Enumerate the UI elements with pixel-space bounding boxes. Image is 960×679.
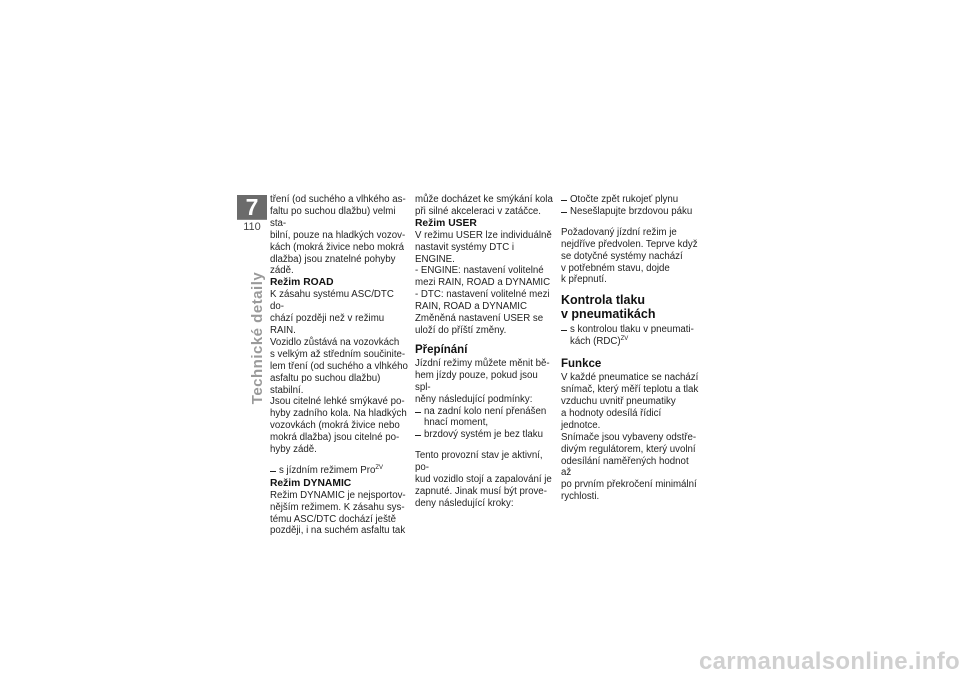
text-column-3 [561, 194, 701, 503]
text-line: a hodnoty odesílá řídicí jednotce. [561, 407, 662, 431]
text-column-2 [415, 194, 555, 510]
text-line: K zásahu systému ASC/DTC do- [270, 289, 394, 313]
text-line: asfaltu po suchou dlažbu) stabilní. [270, 372, 381, 396]
chapter-side-title: Technické detaily [249, 271, 266, 405]
text-line: nastavit systémy DTC i ENGINE. [415, 241, 515, 265]
text-line: uloží do příští změny. [415, 324, 507, 336]
watermark-text: carmanualsonline.info [698, 648, 960, 675]
text-line: Změněná nastavení USER se [415, 313, 544, 325]
text-line: kách (mokrá živice nebo mokrá [270, 241, 405, 253]
text-line: vzduchu uvnitř pneumatiky [561, 395, 676, 407]
text-line: RAIN, ROAD a DYNAMIC [415, 301, 527, 313]
text-line: Požadovaný jízdní režim je [561, 226, 677, 238]
bullet-no-torque [415, 406, 555, 418]
text-line: se dotyčné systémy nachází [561, 250, 683, 262]
text-line: Snímače jsou vybaveny odstře- [561, 431, 697, 443]
heading-switching: Přepínání [415, 343, 468, 356]
text-line: s velkým až středním součinite- [270, 348, 406, 360]
text-line: tření (od suchého a vlhkého as- [270, 194, 406, 205]
text-line: rychlosti. [561, 491, 600, 503]
text-line: Režim DYNAMIC je nejsportov- [270, 489, 406, 501]
text-line: V režimu USER lze individuálně [415, 229, 552, 241]
text-line: vozovkách (mokrá živice nebo [270, 420, 400, 432]
bullet-pro-text: s jízdním režimem Pro [279, 464, 376, 476]
heading-dynamic: Režim DYNAMIC [270, 477, 352, 489]
text-line: hyby zadního kola. Na hladkých [270, 408, 407, 420]
text-line: deny následující kroky: [415, 497, 514, 509]
text-line: Jsou citelné lehké smýkavé po- [270, 396, 405, 408]
text-line: mezi RAIN, ROAD a DYNAMIC [415, 277, 551, 289]
bullet-text: Otočte zpět rukojeť plynu [570, 194, 679, 205]
text-line: tému ASC/DTC dochází ještě [270, 513, 396, 525]
bullet-text: na zadní kolo není přenášen [424, 405, 547, 417]
bullet-pro [270, 465, 410, 477]
bullet-continuation [561, 336, 701, 348]
text-line: faltu po suchou dlažbu) velmi sta- [270, 205, 396, 229]
text-line: - ENGINE: nastavení volitelné [415, 265, 544, 277]
text-column-1 [270, 194, 410, 537]
text-line: něny následující podmínky: [415, 393, 533, 405]
text-line: Tento provozní stav je aktivní, po- [415, 450, 543, 474]
option-marker: ZV [375, 464, 384, 471]
text-line: kud vozidlo stojí a zapalování je [415, 474, 552, 486]
bullet-continuation: hnací moment, [424, 417, 489, 429]
text-line: zapnuté. Jinak musí být prove- [415, 485, 547, 497]
text-line: chází později než v režimu RAIN. [270, 313, 385, 336]
bullet-text: Nesešlapujte brzdovou páku [570, 205, 693, 217]
text-line: mokrá dlažba) jsou citelné po- [270, 432, 400, 444]
chapter-tab [237, 195, 267, 235]
text-line: hem jízdy pouze, pokud jsou spl- [415, 369, 538, 393]
bullet-text: s kontrolou tlaku v pneumati- [570, 324, 694, 336]
page-number: 110 [237, 219, 267, 235]
text-line: při silné akceleraci v zatáčce. [415, 205, 541, 217]
text-line: Vozidlo zůstává na vozovkách [270, 336, 400, 348]
text-line: hyby zádě. [270, 444, 317, 456]
text-line: dlažba) jsou znatelné pohyby [270, 253, 396, 265]
text-line: - DTC: nastavení volitelné mezi [415, 289, 550, 301]
heading-user: Režim USER [415, 217, 477, 229]
text-line: bilní, pouze na hladkých vozov- [270, 229, 406, 241]
text-line: V každé pneumatice se nachází [561, 372, 699, 384]
text-line: lem tření (od suchého a vlhkého [270, 360, 408, 372]
text-line: zádě. [270, 265, 294, 277]
bullet-text: kách (RDC) [570, 336, 621, 348]
text-line: nejdříve předvolen. Teprve když [561, 238, 698, 250]
heading-tire-pressure [561, 293, 701, 321]
text-line: odesílání naměřených hodnot až [561, 455, 689, 479]
option-marker: ZV [620, 336, 629, 343]
text-line: k přepnutí. [561, 274, 607, 286]
heading-line: v pneumatikách [561, 307, 656, 322]
text-line: divým regulátorem, který uvolní [561, 443, 696, 455]
heading-line: Kontrola tlaku [561, 293, 646, 308]
bullet-text: brzdový systém je bez tlaku [424, 429, 543, 441]
text-line: může docházet ke smýkání kola [415, 194, 553, 205]
text-line: později, i na suchém asfaltu tak [270, 525, 406, 537]
text-line: nějším režimem. K zásahu sys- [270, 501, 405, 513]
chapter-number: 7 [237, 195, 267, 219]
heading-road: Režim ROAD [270, 277, 334, 289]
bullet-brake-lever [561, 206, 701, 218]
text-line: Jízdní režimy můžete měnit bě- [415, 357, 550, 369]
text-line: po prvním překročení minimální [561, 479, 697, 491]
bullet-no-brake-pressure [415, 429, 555, 441]
bullet-rdc [561, 324, 701, 336]
heading-function: Funkce [561, 358, 602, 371]
bullet-throttle [561, 194, 701, 206]
text-line: v potřebném stavu, dojde [561, 262, 670, 274]
text-line: snímač, který měří teplotu a tlak [561, 384, 699, 396]
